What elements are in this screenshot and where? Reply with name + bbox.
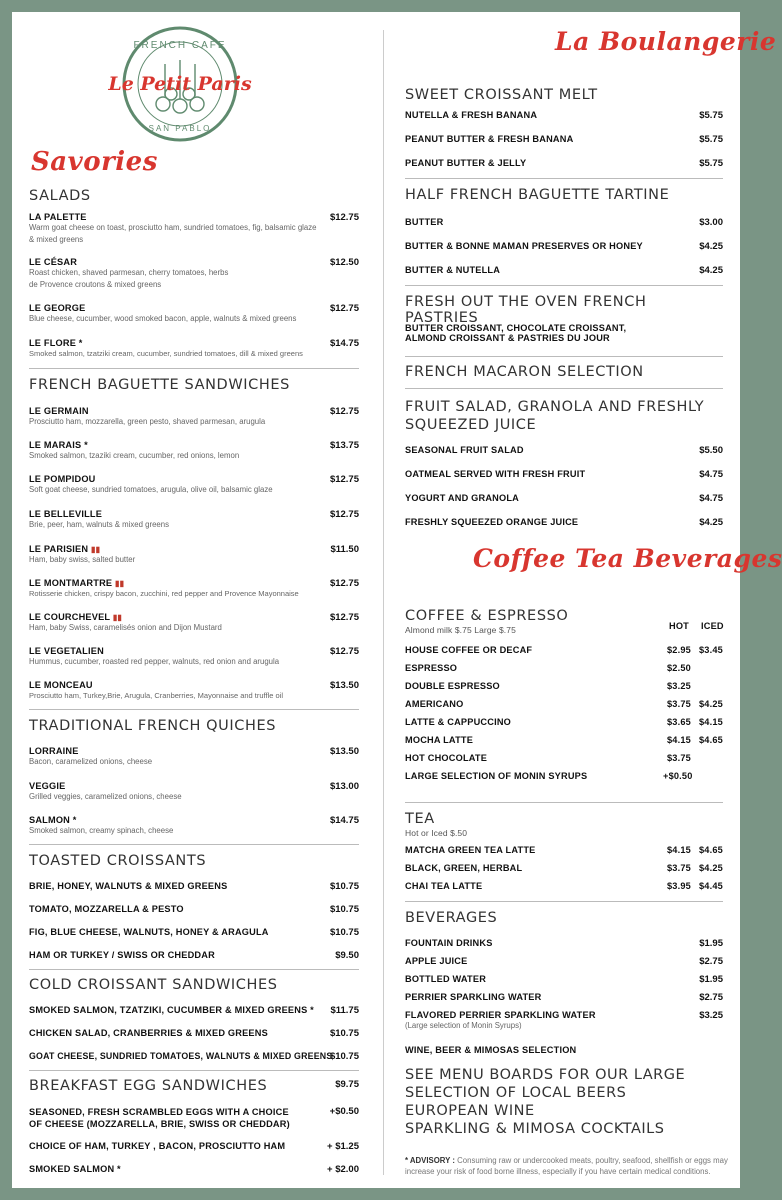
- item-desc: Smoked salmon, tzatziki cream, cucumber, sundried tomatoes, dill & mixed greens: [29, 349, 303, 358]
- coffee-heading: Coffee Tea Beverages: [473, 544, 782, 573]
- item-price: $12.50: [329, 257, 359, 268]
- item-desc: Roast chicken, shaved parmesan, cherry tomatoes, herbs de Provence croutons & mixed greens: [29, 268, 229, 289]
- hot-price: +$0.50: [663, 771, 693, 781]
- logo-arc-top: FRENCH CAFE: [133, 40, 227, 51]
- section-rule: [405, 802, 723, 803]
- menu-item: PEANUT BUTTER & JELLY $5.75: [405, 158, 723, 169]
- menu-item: [405, 771, 723, 781]
- hot-label: HOT: [669, 621, 689, 631]
- tea-title: TEA: [405, 811, 435, 827]
- quiches-title: TRADITIONAL FRENCH QUICHES: [29, 718, 277, 734]
- menu-item: YOGURT AND GRANOLA $4.75: [405, 493, 723, 504]
- item-price: $12.75: [329, 303, 359, 314]
- iced-price: $4.15: [699, 717, 723, 727]
- section-rule: [29, 844, 359, 845]
- menu-item: [29, 303, 359, 325]
- menu-item: [29, 212, 359, 245]
- item-name: CHAI TEA LATTE: [405, 881, 483, 891]
- menu-item: FRESHLY SQUEEZED ORANGE JUICE $4.25: [405, 517, 723, 528]
- item-name: BLACK, GREEN, HERBAL: [405, 863, 523, 873]
- hot-price: $3.75: [667, 863, 691, 873]
- item-name: MOCHA LATTE: [405, 735, 474, 745]
- section-rule: [405, 285, 723, 286]
- menu-item: [29, 338, 359, 360]
- iced-price: $4.45: [699, 881, 723, 891]
- iced-price: $4.65: [699, 845, 723, 855]
- wine-line: WINE, BEER & MIMOSAS SELECTION: [405, 1045, 577, 1055]
- column-divider: [383, 30, 384, 1175]
- menu-item: VEGGIE Grilled veggies, caramelized onions, cheese $13.00: [29, 781, 359, 801]
- hot-price: $3.75: [667, 699, 691, 709]
- boulangerie-heading: La Boulangerie: [555, 27, 777, 56]
- menu-item: SEASONED, FRESH SCRAMBLED EGGS WITH A CHOICE OF CHEESE (MOZZARELLA, BRIE, SWISS OR CHEDDAR) +$0.50: [29, 1106, 359, 1129]
- menu-item: OATMEAL SERVED WITH FRESH FRUIT $4.75: [405, 469, 723, 480]
- menu-item: [405, 753, 723, 763]
- pork-icon: ▮▮: [115, 579, 125, 588]
- pork-icon: ▮▮: [112, 613, 123, 622]
- menu-item: LE POMPIDOU Soft goat cheese, sundried tomatoes, arugula, olive oil, balsamic glaze $12.75: [29, 474, 359, 494]
- fruit-title: FRUIT SALAD, GRANOLA AND FRESHLY SQUEEZED JUICE: [405, 399, 705, 433]
- menu-boards-note: SEE MENU BOARDS FOR OUR LARGE SELECTION OF LOCAL BEERS EUROPEAN WINE SPARKLING & MIMOSA COCKTAILS: [405, 1067, 686, 1137]
- menu-item: LORRAINE Bacon, caramelized onions, cheese $13.50: [29, 746, 359, 766]
- section-rule: [405, 901, 723, 902]
- hot-price: $2.95: [667, 645, 691, 655]
- item-name: LA PALETTE: [29, 212, 87, 222]
- item-name: DOUBLE ESPRESSO: [405, 681, 500, 691]
- menu-item: BUTTER & BONNE MAMAN PRESERVES OR HONEY $4.25: [405, 241, 723, 252]
- menu-item: HAM OR TURKEY / SWISS OR CHEDDAR $9.50: [29, 950, 359, 961]
- hot-price: $3.95: [667, 881, 691, 891]
- menu-item: LE COURCHEVEL ▮▮ Ham, baby Swiss, caramelisés onion and Dijon Mustard $12.75: [29, 612, 359, 632]
- menu-item: LE MONTMARTRE ▮▮ Rotisserie chicken, crispy bacon, zucchini, red pepper and Provence Mayonnaise $12.75: [29, 578, 359, 598]
- menu-item: APPLE JUICE $2.75: [405, 956, 723, 967]
- menu-item: LE VEGETALIEN Hummus, cucumber, roasted red pepper, walnuts, red onion and arugula $12.75: [29, 646, 359, 666]
- menu-item: FOUNTAIN DRINKS $1.95: [405, 938, 723, 949]
- croissant-melt-title: SWEET CROISSANT MELT: [405, 87, 598, 103]
- item-name: LE FLORE *: [29, 338, 83, 348]
- hot-price: $3.75: [667, 753, 691, 763]
- menu-item: LE PARISIEN ▮▮ Ham, baby swiss, salted butter $11.50: [29, 544, 359, 564]
- toasted-title: TOASTED CROISSANTS: [29, 853, 207, 869]
- menu-item: [405, 735, 723, 745]
- item-name: LATTE & CAPPUCCINO: [405, 717, 512, 727]
- iced-price: $3.45: [699, 645, 723, 655]
- menu-item: [29, 257, 359, 290]
- item-desc: Warm goat cheese on toast, prosciutto ham, sundried tomatoes, fig, balsamic glaze & mixed greens: [29, 223, 317, 244]
- menu-item: [405, 681, 723, 691]
- item-name: HOT CHOCOLATE: [405, 753, 488, 763]
- cafe-logo: [105, 24, 255, 144]
- iced-label: ICED: [701, 621, 724, 631]
- item-price: $14.75: [329, 338, 359, 349]
- menu-item: SMOKED SALMON * + $2.00: [29, 1164, 359, 1175]
- iced-price: $4.65: [699, 735, 723, 745]
- baguette-title: FRENCH BAGUETTE SANDWICHES: [29, 377, 290, 393]
- menu-item: BUTTER $3.00: [405, 217, 723, 228]
- menu-item: SEASONAL FRUIT SALAD $5.50: [405, 445, 723, 456]
- menu-item: TOMATO, MOZZARELLA & PESTO $10.75: [29, 904, 359, 915]
- iced-price: $4.25: [699, 863, 723, 873]
- section-rule: [405, 178, 723, 179]
- menu-item: [405, 645, 723, 655]
- item-name: HOUSE COFFEE OR DECAF: [405, 645, 533, 655]
- menu-item: BRIE, HONEY, WALNUTS & MIXED GREENS $10.75: [29, 881, 359, 892]
- salads-title: SALADS: [29, 188, 91, 204]
- item-name: ESPRESSO: [405, 663, 458, 673]
- pastries-title: FRESH OUT THE OVEN FRENCH PASTRIES: [405, 294, 647, 326]
- hot-price: $3.65: [667, 717, 691, 727]
- hot-price: $4.15: [667, 845, 691, 855]
- item-name: LE CÉSAR: [29, 257, 78, 267]
- item-name: AMERICANO: [405, 699, 464, 709]
- savories-heading: Savories: [31, 147, 158, 177]
- menu-item: [405, 881, 723, 891]
- advisory-note: * ADVISORY : Consuming raw or undercooked meats, poultry, seafood, shellfish or eggs may increase your risk of food borne illness, especially if you have certain medical conditions.: [405, 1156, 728, 1176]
- menu-sheet: [12, 12, 782, 1188]
- hot-price: $3.25: [667, 681, 691, 691]
- menu-item: SALMON * Smoked salmon, creamy spinach, cheese $14.75: [29, 815, 359, 835]
- section-rule: [29, 969, 359, 970]
- section-rule: [29, 368, 359, 369]
- menu-item: LE BELLEVILLE Brie, peer, ham, walnuts & mixed greens $12.75: [29, 509, 359, 529]
- menu-item: PERRIER SPARKLING WATER $2.75: [405, 992, 723, 1003]
- item-name: LARGE SELECTION OF MONIN SYRUPS: [405, 771, 588, 781]
- breakfast-title: BREAKFAST EGG SANDWICHES: [29, 1078, 268, 1094]
- hot-price: $4.15: [667, 735, 691, 745]
- breakfast-base-price: $9.75: [335, 1079, 359, 1090]
- menu-item: NUTELLA & FRESH BANANA $5.75: [405, 110, 723, 121]
- menu-item: [405, 663, 723, 673]
- item-name: LE GEORGE: [29, 303, 86, 313]
- menu-item: [405, 845, 723, 855]
- menu-item: BUTTER CROISSANT, CHOCOLATE CROISSANT, ALMOND CROISSANT & PASTRIES DU JOUR: [405, 323, 627, 343]
- item-desc: Blue cheese, cucumber, wood smoked bacon, apple, walnuts & mixed greens: [29, 314, 297, 323]
- section-rule: [405, 388, 723, 389]
- menu-item: GOAT CHEESE, SUNDRIED TOMATOES, WALNUTS & MIXED GREENS $10.75: [29, 1051, 359, 1062]
- menu-item: CHICKEN SALAD, CRANBERRIES & MIXED GREENS $10.75: [29, 1028, 359, 1039]
- menu-item: [405, 717, 723, 727]
- menu-item: LE GERMAIN Prosciutto ham, mozzarella, green pesto, shaved parmesan, arugula $12.75: [29, 406, 359, 426]
- menu-item: CHOICE OF HAM, TURKEY , BACON, PROSCIUTTO HAM + $1.25: [29, 1141, 359, 1152]
- menu-item: [405, 699, 723, 709]
- tea-sub: Hot or Iced $.50: [405, 828, 468, 838]
- menu-item: BUTTER & NUTELLA $4.25: [405, 265, 723, 276]
- menu-item: LE MARAIS * Smoked salmon, tzaziki cream, cucumber, red onions, lemon $13.75: [29, 440, 359, 460]
- item-name: MATCHA GREEN TEA LATTE: [405, 845, 536, 855]
- menu-item: LE MONCEAU Prosciutto ham, Turkey,Brie, Arugula, Cranberries, Mayonnaise and truffle oil $13.50: [29, 680, 359, 700]
- coffee-sub: Almond milk $.75 Large $.75: [405, 625, 516, 635]
- menu-item: BOTTLED WATER $1.95: [405, 974, 723, 985]
- section-rule: [29, 709, 359, 710]
- menu-item: PEANUT BUTTER & FRESH BANANA $5.75: [405, 134, 723, 145]
- cold-title: COLD CROISSANT SANDWICHES: [29, 977, 278, 993]
- macaron-title: FRENCH MACARON SELECTION: [405, 364, 644, 380]
- menu-item: [405, 863, 723, 873]
- flavored-note: (Large selection of Monin Syrups): [405, 1021, 522, 1030]
- logo-name: Le Petit Paris: [108, 73, 252, 95]
- coffee-title: COFFEE & ESPRESSO: [405, 608, 569, 624]
- section-rule: [29, 1070, 359, 1071]
- iced-price: $4.25: [699, 699, 723, 709]
- item-price: $12.75: [329, 212, 359, 223]
- hot-price: $2.50: [667, 663, 691, 673]
- section-rule: [405, 356, 723, 357]
- menu-item: SMOKED SALMON, TZATZIKI, CUCUMBER & MIXED GREENS * $11.75: [29, 1005, 359, 1016]
- menu-item: FIG, BLUE CHEESE, WALNUTS, HONEY & ARAGULA $10.75: [29, 927, 359, 938]
- beverages-title: BEVERAGES: [405, 910, 498, 926]
- tartine-title: HALF FRENCH BAGUETTE TARTINE: [405, 187, 670, 203]
- menu-item: FLAVORED PERRIER SPARKLING WATER (Large selection of Monin Syrups) $3.25: [405, 1010, 723, 1030]
- pork-icon: ▮▮: [90, 545, 101, 554]
- logo-arc-bottom: SAN PABLO: [148, 124, 212, 133]
